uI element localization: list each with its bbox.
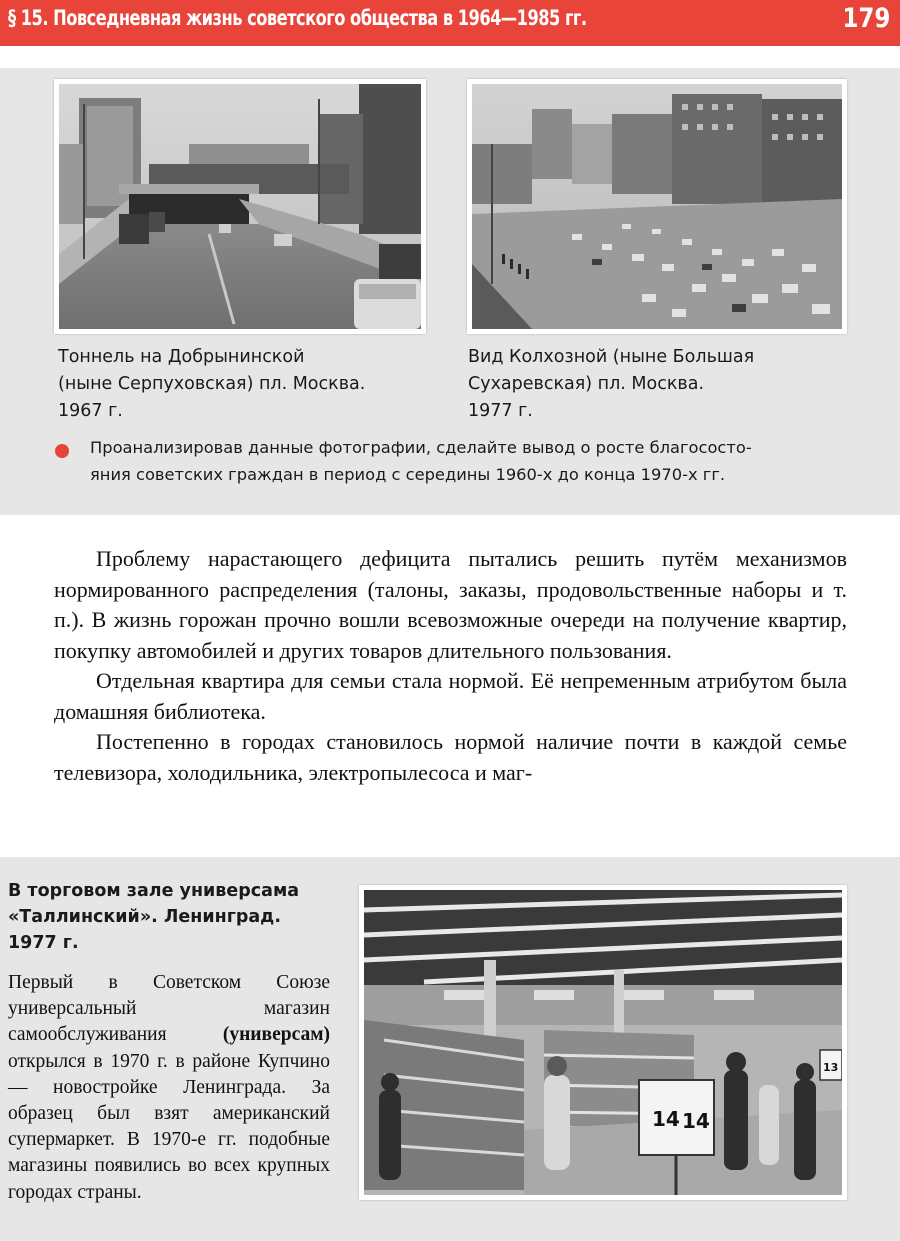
photo-tunnel-image — [59, 84, 421, 329]
photo-tunnel-caption — [58, 344, 365, 425]
photo-square-image — [472, 84, 842, 329]
task-line: Проанализировав данные фотографии, сделайте вывод о росте благососто- — [90, 438, 752, 457]
caption-line: Вид Колхозной (ныне Большая — [468, 347, 755, 367]
chapter-title: § 15. Повседневная жизнь советского общества в 1964—1985 гг. — [8, 6, 587, 30]
body-paragraph: Постепенно в городах становилось нормой наличие почти в каждой семье телевизора, холодильника, электропылесоса и маг- — [54, 729, 847, 785]
photo-supermarket-image — [364, 890, 842, 1195]
body-paragraph: Отдельная квартира для семьи стала нормой. Её непременным атрибутом была домашняя библиотека. — [54, 668, 847, 724]
photo-tunnel — [54, 79, 426, 334]
sidebar-caption — [8, 878, 338, 956]
body-text — [54, 544, 847, 788]
sign-number-right: 14 — [682, 1109, 710, 1133]
photo-supermarket — [359, 885, 847, 1200]
task-text — [90, 434, 880, 488]
task-line: яния советских граждан в период с середины 1960-х до конца 1970-х гг. — [90, 465, 726, 484]
chapter-header — [0, 0, 900, 46]
body-paragraph: Проблему нарастающего дефицита пытались решить путём механизмов нормированного распределения (талоны, заказы, продовольственные наборы и т. п.). В жизнь горожан прочно вошли всевозможные очереди на получение квартир, покупку автомобилей и других товаров длительного пользования. — [54, 546, 847, 663]
photo-square-caption — [468, 344, 754, 425]
photo-square — [467, 79, 847, 334]
sidebar-text-part: Первый в Советском Союзе универсальный магазин самообслуживания — [8, 972, 330, 1046]
page-number: 179 — [842, 3, 890, 34]
caption-line: Тоннель на Добрынинской — [58, 347, 305, 367]
caption-line: «Таллинский». Ленинград. — [8, 907, 281, 927]
caption-line: 1977 г. — [468, 401, 533, 421]
sign-number-small: 13 — [823, 1061, 839, 1074]
caption-line: (ныне Серпуховская) пл. Москва. — [58, 374, 366, 394]
caption-line: Сухаревская) пл. Москва. — [468, 374, 705, 394]
sidebar-text-part: открылся в 1970 г. в районе Купчино — новостройке Ленинграда. За образец был взят американский супермаркет. В 1970-е гг. подобные магазины появились во всех крупных городах страны. — [8, 1050, 330, 1203]
task-bullet-icon — [55, 444, 69, 458]
caption-line: 1977 г. — [8, 933, 79, 953]
caption-line: В торговом зале универсама — [8, 881, 300, 901]
caption-line: 1967 г. — [58, 401, 123, 421]
sidebar-text-bold: (универсам) — [222, 1024, 330, 1046]
sidebar-text — [8, 970, 330, 1206]
sign-number-left: 14 — [652, 1107, 680, 1131]
